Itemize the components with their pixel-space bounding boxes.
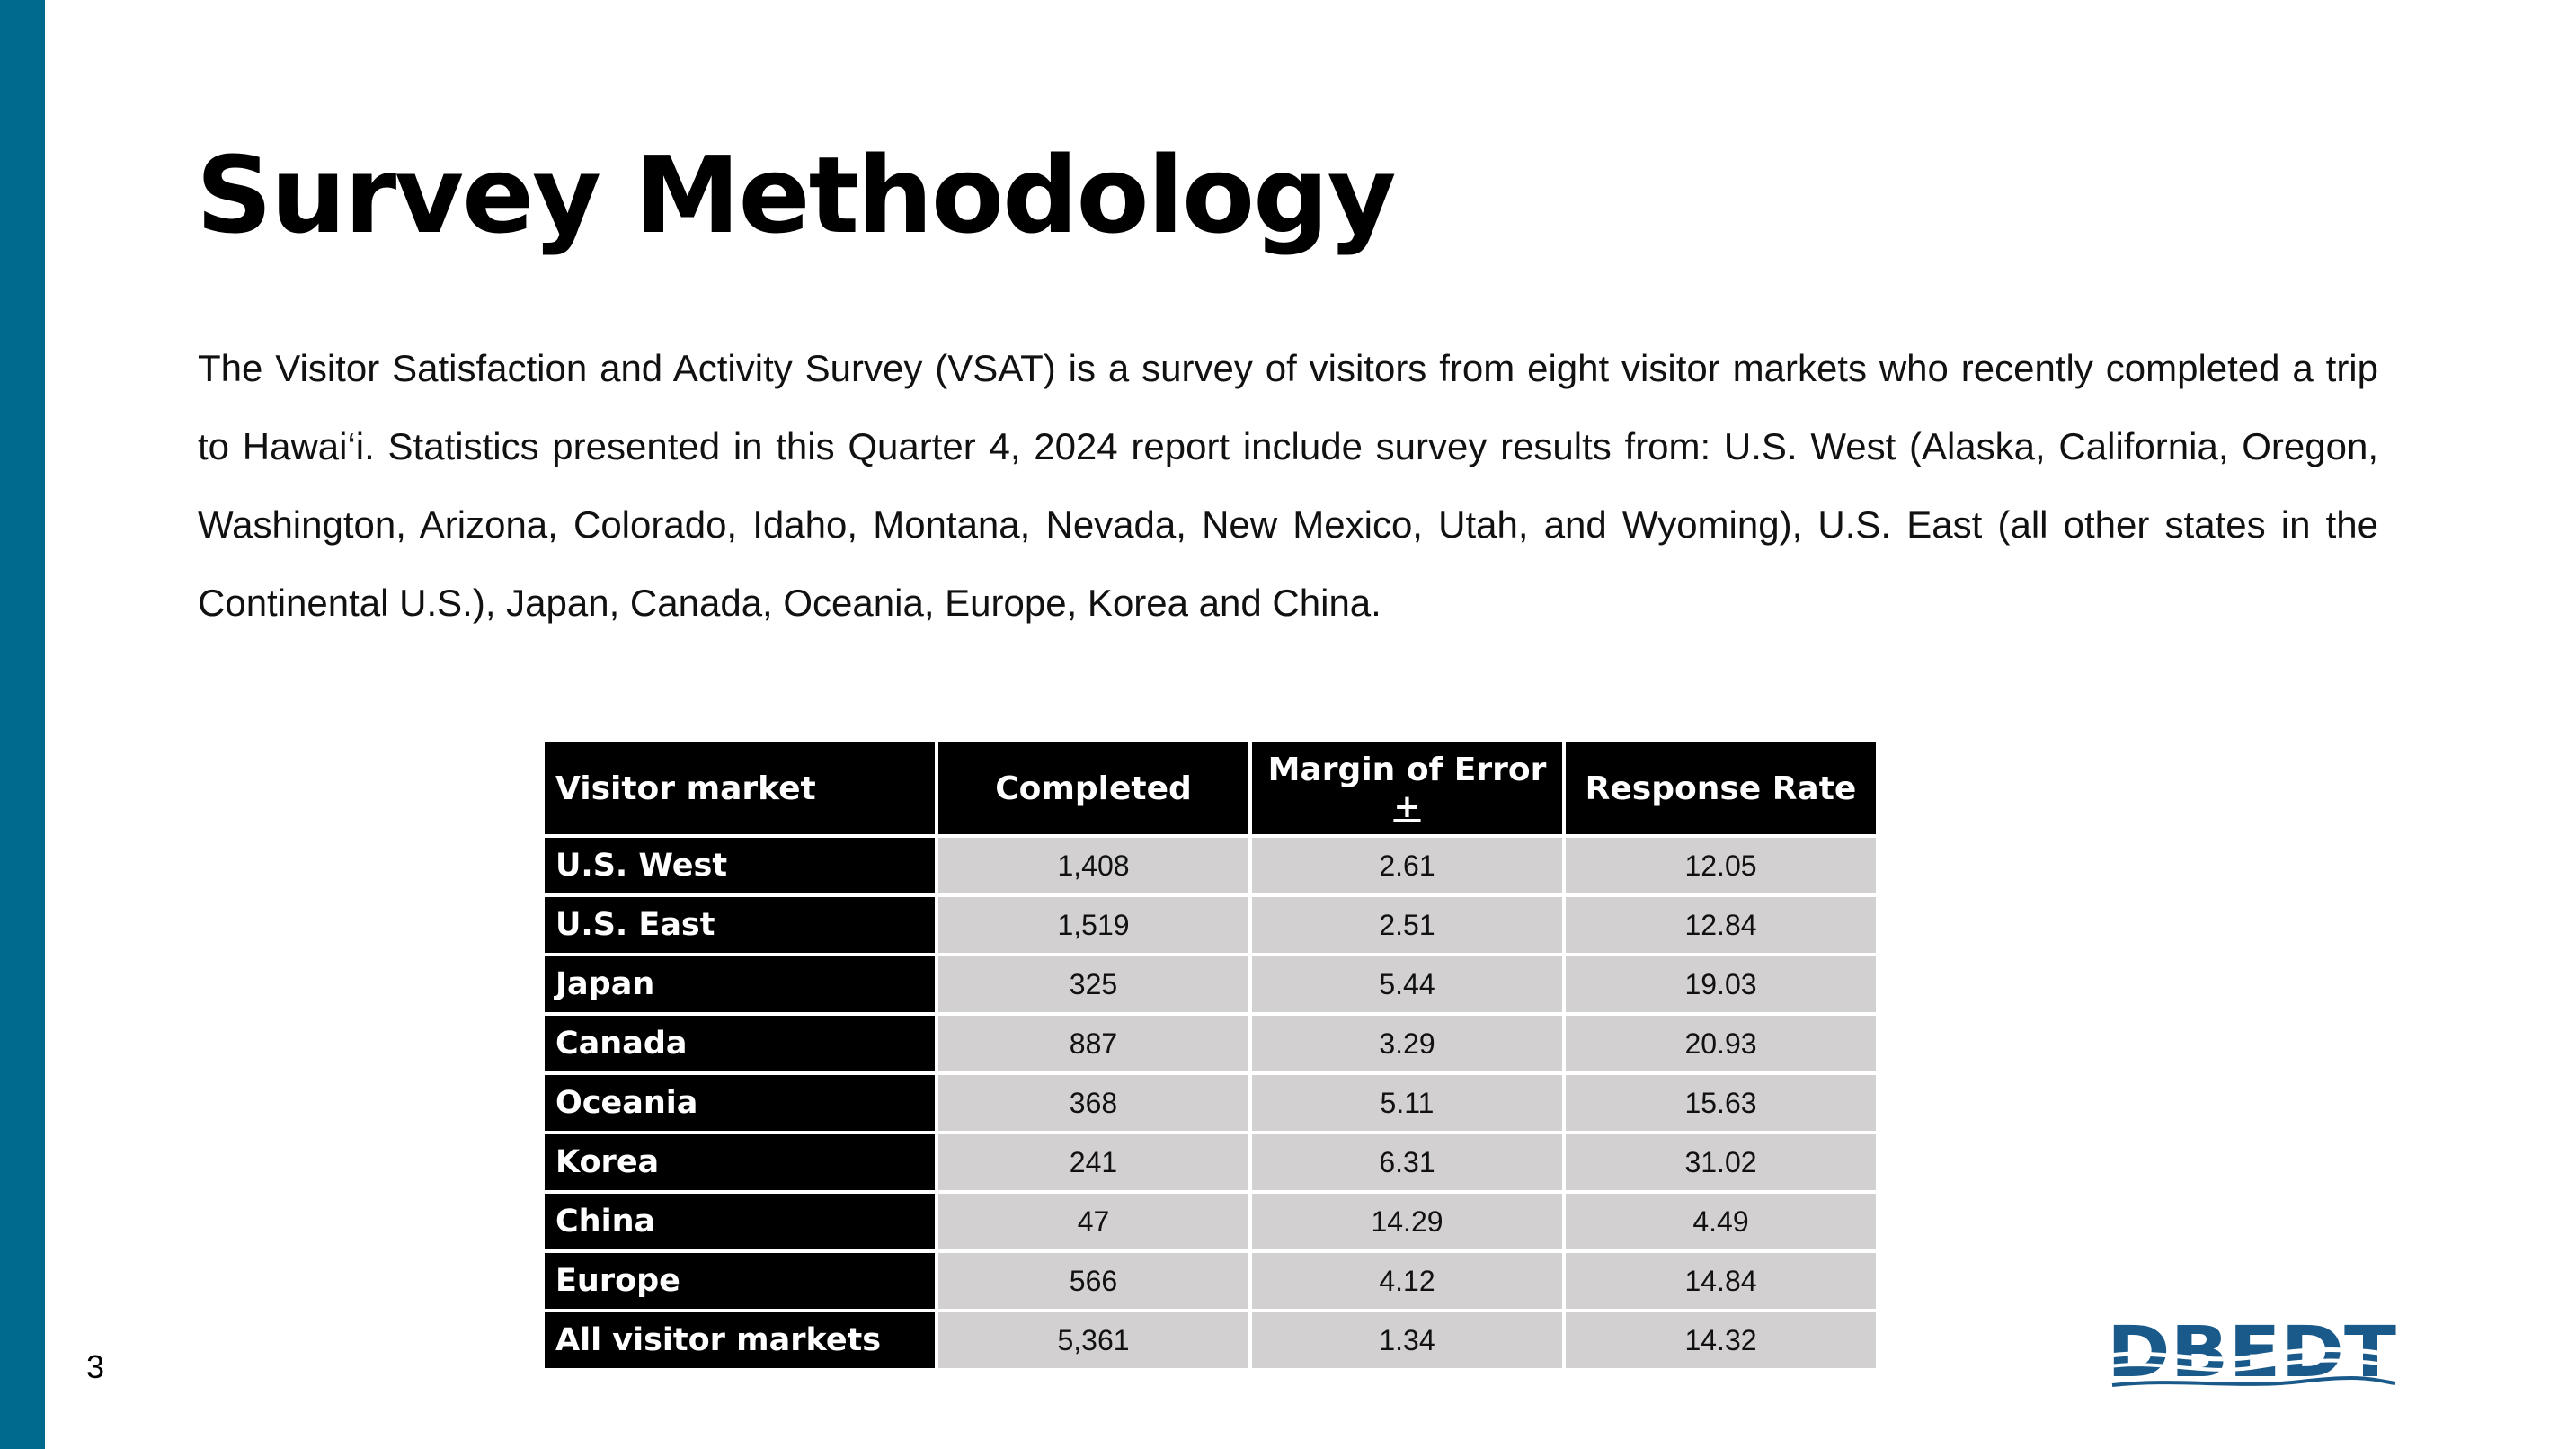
table-row: [545, 1194, 1876, 1249]
completed-cell: 5,361: [938, 1312, 1248, 1368]
header-completed: Completed: [938, 742, 1248, 834]
completed-cell: 47: [938, 1194, 1248, 1249]
dbedt-logo: [2103, 1317, 2400, 1389]
margin-cell: 3.29: [1252, 1016, 1562, 1071]
table-row: [545, 1016, 1876, 1071]
margin-cell: 14.29: [1252, 1194, 1562, 1249]
left-accent-bar: [0, 0, 45, 1449]
intro-paragraph: The Visitor Satisfaction and Activity Survey (VSAT) is a survey of visitors from eight visitor markets who recently completed a trip to Hawai‘i. Statistics presented in this Quarter 4, 2024 report include survey results from: U.S. West (Alaska, California, Oregon, Washington, Arizona, Colorado, Idaho, Montana, Nevada, New Mexico, Utah, and Wyoming), U.S. East (all other states in the Continental U.S.), Japan, Canada, Oceania, Europe, Korea and China.: [198, 347, 2378, 624]
table-row: [545, 1253, 1876, 1309]
row-label: All visitor markets: [545, 1312, 935, 1368]
header-response-rate: Response Rate: [1566, 742, 1876, 834]
table-row: [545, 1134, 1876, 1190]
completed-cell: 241: [938, 1134, 1248, 1190]
header-margin-symbol: +: [1393, 788, 1421, 825]
response-cell: 4.49: [1566, 1194, 1876, 1249]
table-header-row: [545, 742, 1876, 834]
response-cell: 19.03: [1566, 956, 1876, 1012]
margin-cell: 1.34: [1252, 1312, 1562, 1368]
row-label: U.S. East: [545, 897, 935, 953]
results-table-container: [545, 742, 1876, 1368]
results-table: [541, 739, 1879, 1372]
header-margin-of-error: [1252, 742, 1562, 834]
header-visitor-market: Visitor market: [545, 742, 935, 834]
completed-cell: 325: [938, 956, 1248, 1012]
row-label: China: [545, 1194, 935, 1249]
response-cell: 12.05: [1566, 838, 1876, 893]
response-cell: 31.02: [1566, 1134, 1876, 1190]
logo-wordmark: DBEDT: [2107, 1317, 2396, 1389]
margin-cell: 5.44: [1252, 956, 1562, 1012]
margin-cell: 2.51: [1252, 897, 1562, 953]
row-label: U.S. West: [545, 838, 935, 893]
table-row: [545, 1312, 1876, 1368]
response-cell: 14.32: [1566, 1312, 1876, 1368]
completed-cell: 368: [938, 1075, 1248, 1131]
response-cell: 14.84: [1566, 1253, 1876, 1309]
completed-cell: 566: [938, 1253, 1248, 1309]
header-margin-label: Margin of Error: [1267, 751, 1547, 788]
row-label: Canada: [545, 1016, 935, 1071]
margin-cell: 5.11: [1252, 1075, 1562, 1131]
table-row: [545, 956, 1876, 1012]
table-row: [545, 897, 1876, 953]
margin-cell: 4.12: [1252, 1253, 1562, 1309]
completed-cell: 1,519: [938, 897, 1248, 953]
response-cell: 15.63: [1566, 1075, 1876, 1131]
response-cell: 20.93: [1566, 1016, 1876, 1071]
margin-cell: 6.31: [1252, 1134, 1562, 1190]
completed-cell: 887: [938, 1016, 1248, 1071]
page-title: Survey Methodology: [196, 133, 1395, 257]
completed-cell: 1,408: [938, 838, 1248, 893]
row-label: Europe: [545, 1253, 935, 1309]
row-label: Korea: [545, 1134, 935, 1190]
response-cell: 12.84: [1566, 897, 1876, 953]
table-row: [545, 1075, 1876, 1131]
margin-cell: 2.61: [1252, 838, 1562, 893]
page-number: 3: [86, 1348, 105, 1385]
row-label: Japan: [545, 956, 935, 1012]
row-label: Oceania: [545, 1075, 935, 1131]
table-row: [545, 838, 1876, 893]
